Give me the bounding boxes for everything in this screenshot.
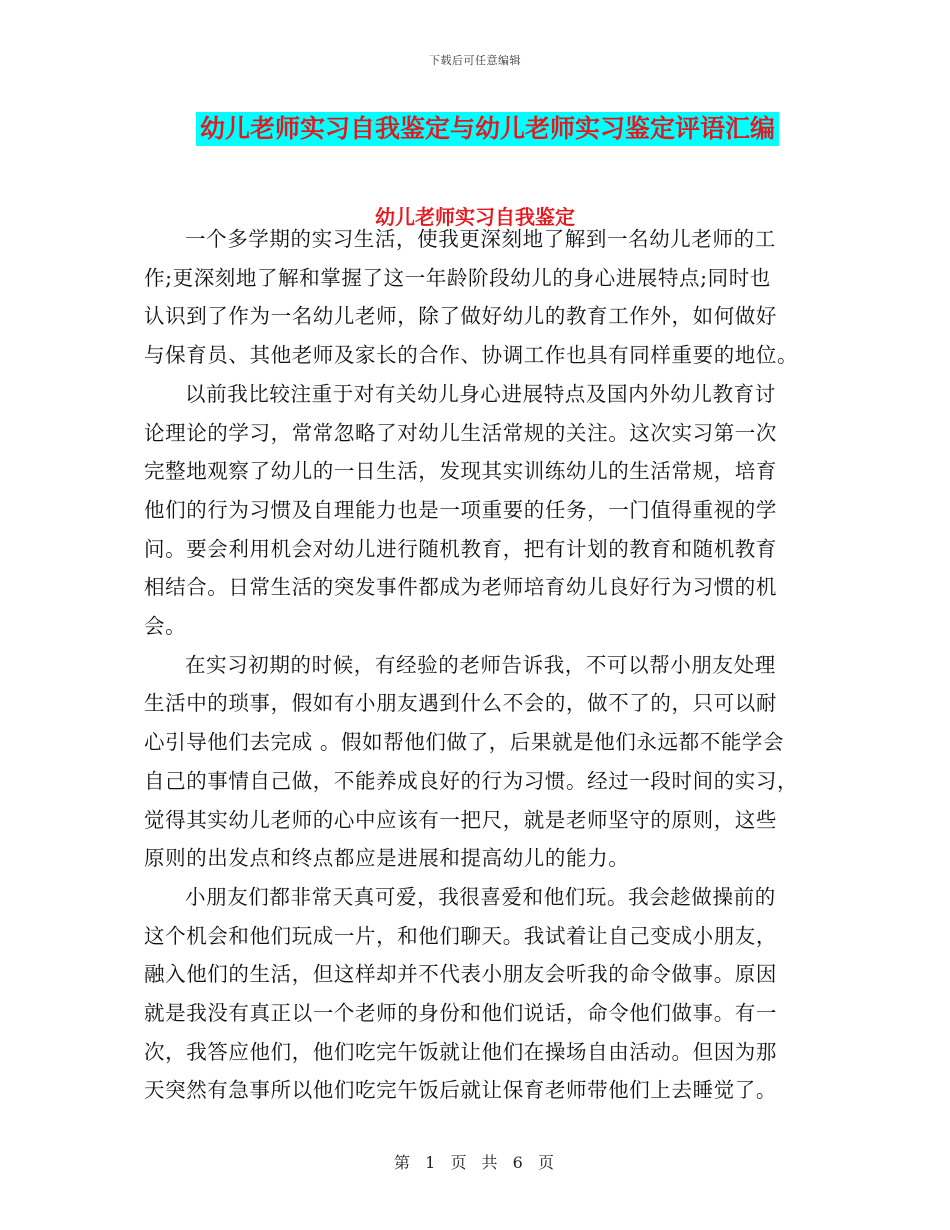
paragraph-line: 他们的行为习惯及自理能力也是一项重要的任务，一门值得重视的学 [144,497,777,522]
paragraph-line: 这个机会和他们玩成一片，和他们聊天。我试着让自己变成小朋友， [144,923,777,948]
paragraph [144,878,806,1110]
paragraph-line: 心引导他们去完成 。假如帮他们做了，后果就是他们永远都不能学会 [144,730,785,755]
paragraph-line: 觉得其实幼儿老师的心中应该有一把尺，就是老师坚守的原则，这些 [144,807,777,832]
document-title: 幼儿老师实习自我鉴定与幼儿老师实习鉴定评语汇编 [196,112,779,146]
paragraph-line: 在实习初期的时候，有经验的老师告诉我，不可以帮小朋友处理 [185,652,776,677]
paragraph-line: 认识到了作为一名幼儿老师，除了做好幼儿的教育工作外，如何做好 [144,304,777,329]
footer-total-prefix: 共 [481,1153,500,1172]
footer-page-unit: 页 [450,1153,469,1172]
body-text [144,220,806,1110]
paragraph-line: 一个多学期的实习生活，使我更深刻地了解到一名幼儿老师的工 [185,227,776,251]
paragraph-line: 作;更深刻地了解和掌握了这一年龄阶段幼儿的身心进展特点;同时也 [144,265,771,290]
paragraph-line: 次，我答应他们，他们吃完午饭就让他们在操场自由活动。但因为那 [144,1039,777,1064]
paragraph-line: 原则的出发点和终点都应是进展和提高幼儿的能力。 [144,846,630,871]
paragraph [144,375,806,646]
paragraph-line: 与保育员、其他老师及家长的合作、协调工作也具有同样重要的地位。 [144,343,799,368]
header-note: 下载后可任意编辑 [429,54,521,67]
paragraph-line: 论理论的学习，常常忽略了对幼儿生活常规的关注。这次实习第一次 [144,420,777,445]
paragraph-line: 生活中的琐事，假如有小朋友遇到什么不会的，做不了的，只可以耐 [144,691,777,716]
paragraph-line: 就是我没有真正以一个老师的身份和他们说话，命令他们做事。有一 [144,1001,777,1026]
paragraph-line: 问。要会利用机会对幼儿进行随机教育，把有计划的教育和随机教育 [144,536,777,561]
footer-prefix: 第 [394,1153,413,1172]
footer-total-pages: 6 [512,1153,525,1172]
footer-page-number: 1 [425,1153,438,1172]
paragraph-line: 自己的事情自己做，不能养成良好的行为习惯。经过一段时间的实习， [144,768,799,793]
section-title: 幼儿老师实习自我鉴定 [375,205,575,229]
footer-total-unit: 页 [537,1153,556,1172]
paragraph-line: 融入他们的生活，但这样却并不代表小朋友会听我的命令做事。原因 [144,962,777,987]
paragraph-line: 会。 [144,614,187,639]
paragraph-line: 小朋友们都非常天真可爱，我很喜爱和他们玩。我会趁做操前的 [185,884,776,909]
paragraph-line: 天突然有急事所以他们吃完午饭后就让保育老师带他们上去睡觉了。 [144,1078,777,1103]
paragraph-line: 以前我比较注重于对有关幼儿身心进展特点及国内外幼儿教育讨 [185,381,776,406]
paragraph [144,646,806,878]
paragraph-line: 相结合。日常生活的突发事件都成为老师培育幼儿良好行为习惯的机 [144,575,777,600]
page-footer [0,1150,950,1173]
paragraph [144,220,806,375]
paragraph-line: 完整地观察了幼儿的一日生活，发现其实训练幼儿的生活常规，培育 [144,459,777,484]
